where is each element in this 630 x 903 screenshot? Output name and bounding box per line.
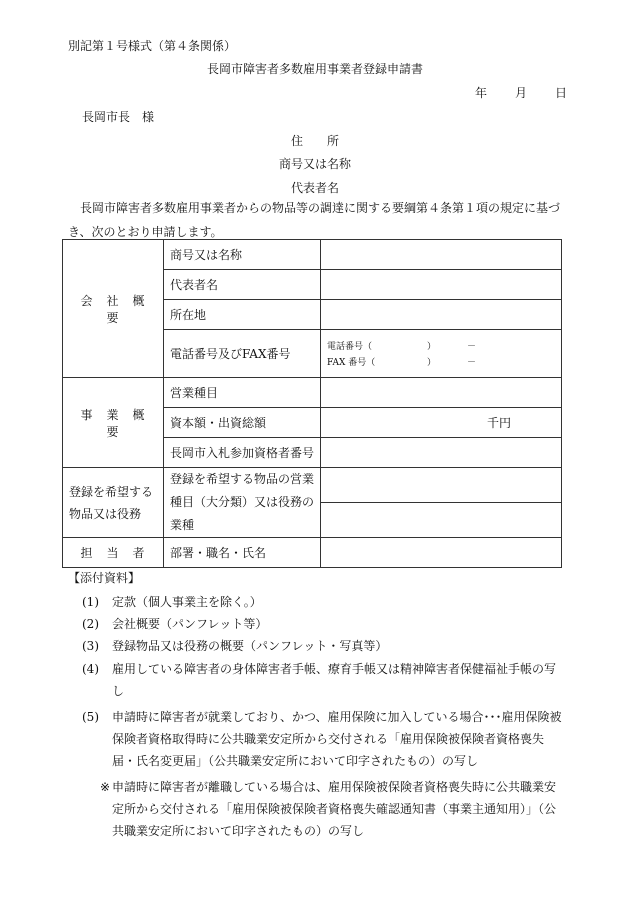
desired-goods-field-2[interactable] [321, 503, 562, 538]
applicant-address-label: 住 所 [290, 134, 339, 148]
phone-label: 電話番号（ [327, 342, 373, 352]
phone-line [327, 338, 555, 354]
capital-field[interactable] [321, 408, 562, 438]
date-year: 年 [475, 86, 488, 100]
note-mark: ※ [100, 780, 111, 794]
phone-fax-label: 電話番号及びFAX番号 [164, 330, 321, 378]
attachment-number: (3) [82, 639, 99, 653]
date-line [475, 84, 567, 101]
document-title: 長岡市障害者多数雇用事業者登録申請書 [206, 62, 423, 76]
desired-goods-label: 登録を希望する物品の営業種目（大分類）又は役務の業種 [164, 468, 321, 538]
form-number: 別記第１号様式（第４条関係） [68, 39, 237, 53]
phone-fax-field[interactable] [321, 330, 562, 378]
contact-label: 部署・職名・氏名 [164, 538, 321, 568]
attachment-item [82, 635, 562, 657]
desired-goods-field-1[interactable] [321, 468, 562, 503]
business-overview-section: 事 業 概 要 [63, 378, 164, 468]
fax-label: FAX 番号（ [327, 358, 376, 368]
contact-person-section: 担 当 者 [63, 538, 164, 568]
attachment-number: (5) [82, 710, 99, 724]
attachment-item [82, 613, 562, 635]
business-type-field[interactable] [321, 378, 562, 408]
attachment-text: 登録物品又は役務の概要（パンフレット・写真等） [112, 639, 388, 653]
attachment-number: (1) [82, 595, 99, 609]
attachments-heading: 【添付資料】 [68, 571, 141, 585]
date-month: 月 [515, 86, 528, 100]
fax-line [327, 354, 555, 370]
fax-dash: － [467, 358, 477, 368]
date-day: 日 [555, 86, 568, 100]
attachment-note [100, 776, 562, 842]
attachment-item [82, 706, 562, 772]
fax-paren-close: ） [427, 358, 437, 368]
phone-dash: － [467, 342, 477, 352]
location-field[interactable] [321, 300, 562, 330]
bid-qualification-field[interactable] [321, 438, 562, 468]
attachment-item [82, 591, 562, 613]
phone-paren-close: ） [427, 342, 437, 352]
applicant-trade-name-label: 商号又は名称 [278, 157, 351, 171]
capital-label: 資本額・出資総額 [164, 408, 321, 438]
attachment-number: (4) [82, 662, 99, 676]
note-text: 申請時に障害者が離職している場合は、雇用保険被保険者資格喪失時に公共職業安定所から交付される「雇用保険被保険者資格喪失確認通知書（事業主通知用）」（公共職業安定所において印字されたもの）の写し [112, 780, 557, 838]
application-form-table [62, 239, 562, 568]
attachment-item [82, 658, 562, 702]
contact-field[interactable] [321, 538, 562, 568]
bid-qualification-label: 長岡市入札参加資格者番号 [164, 438, 321, 468]
applicant-representative-label: 代表者名 [290, 181, 339, 195]
desired-goods-section: 登録を希望する物品又は役務 [63, 468, 164, 538]
attachment-number: (2) [82, 617, 99, 631]
representative-field[interactable] [321, 270, 562, 300]
attachment-text: 雇用している障害者の身体障害者手帳、療育手帳又は精神障害者保健福祉手帳の写し [112, 662, 557, 698]
attachment-text: 会社概要（パンフレット等） [112, 617, 268, 631]
capital-unit: 千円 [486, 416, 511, 430]
business-type-label: 営業種目 [164, 378, 321, 408]
company-overview-section: 会 社 概 要 [63, 240, 164, 378]
location-label: 所在地 [164, 300, 321, 330]
trade-name-field[interactable] [321, 240, 562, 270]
addressee: 長岡市長 様 [82, 110, 155, 124]
attachment-text: 定款（個人事業主を除く。） [112, 595, 262, 609]
trade-name-label: 商号又は名称 [164, 240, 321, 270]
attachment-text: 申請時に障害者が就業しており、かつ、雇用保険に加入している場合･･･雇用保険被保険者資格取得時に公共職業安定所から交付される「雇用保険被保険者資格喪失届・氏名変更届」（公共職業安定所において印字されたもの）の写し [112, 710, 562, 768]
application-statement: 長岡市障害者多数雇用事業者からの物品等の調達に関する要綱第４条第１項の規定に基づき、次のとおり申請します。 [68, 201, 561, 239]
representative-label: 代表者名 [164, 270, 321, 300]
